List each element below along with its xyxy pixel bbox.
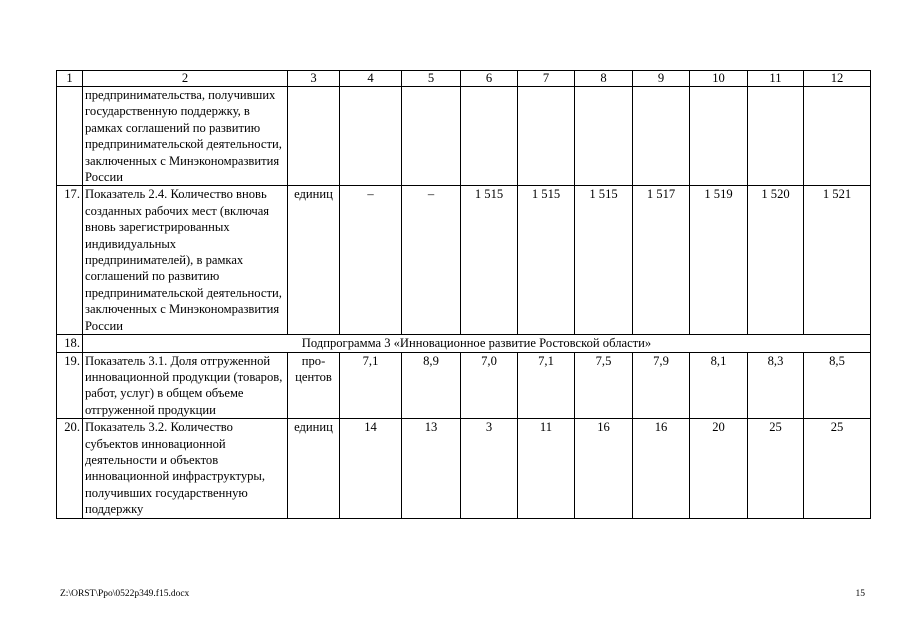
indicators-table — [56, 70, 871, 519]
col-header: 9 — [633, 71, 690, 87]
col-header: 6 — [461, 71, 518, 87]
value-cell — [633, 87, 690, 186]
unit-part: центов — [295, 369, 332, 384]
value-cell: 8,1 — [690, 352, 748, 419]
col-header: 4 — [340, 71, 402, 87]
unit-cell: единиц — [288, 186, 340, 335]
unit-cell — [288, 87, 340, 186]
table-row — [57, 352, 871, 419]
value-cell: 7,1 — [518, 352, 575, 419]
indicator-name: Показатель 2.4. Количество вновь созданных рабочих мест (включая вновь зарегистрированных индивидуальных предпринимателей), в рамках соглашений по развитию предпринимательской деятельности, заключенных с Минэкономразвития России — [83, 186, 288, 335]
col-header: 7 — [518, 71, 575, 87]
value-cell — [690, 87, 748, 186]
value-cell: 3 — [461, 419, 518, 518]
value-cell: 7,9 — [633, 352, 690, 419]
value-cell: 7,5 — [575, 352, 633, 419]
table-row — [57, 186, 871, 335]
value-cell: 16 — [575, 419, 633, 518]
value-cell: 16 — [633, 419, 690, 518]
unit-cell — [288, 352, 340, 419]
value-cell: 8,9 — [402, 352, 461, 419]
value-cell — [748, 87, 804, 186]
row-number: 19. — [57, 352, 83, 419]
subprogram-row — [57, 335, 871, 352]
value-cell: 25 — [748, 419, 804, 518]
col-header: 2 — [83, 71, 288, 87]
value-cell — [575, 87, 633, 186]
value-cell: 1 515 — [518, 186, 575, 335]
column-number-row — [57, 71, 871, 87]
col-header: 10 — [690, 71, 748, 87]
value-cell: 7,0 — [461, 352, 518, 419]
value-cell — [340, 87, 402, 186]
col-header: 8 — [575, 71, 633, 87]
file-path: Z:\ORST\Ppo\0522p349.f15.docx — [60, 589, 190, 599]
unit-part: про- — [301, 353, 326, 368]
page-number: 15 — [855, 589, 865, 599]
value-cell — [518, 87, 575, 186]
value-cell: – — [340, 186, 402, 335]
row-number: 18. — [57, 335, 83, 352]
value-cell — [402, 87, 461, 186]
col-header: 5 — [402, 71, 461, 87]
subprogram-title: Подпрограмма 3 «Инновационное развитие Ростовской области» — [83, 335, 871, 352]
value-cell: 14 — [340, 419, 402, 518]
value-cell: 1 519 — [690, 186, 748, 335]
value-cell: 1 521 — [804, 186, 871, 335]
unit-cell: единиц — [288, 419, 340, 518]
indicator-name: Показатель 3.1. Доля отгруженной инновационной продукции (товаров, работ, услуг) в общем объеме отгруженной продукции — [83, 352, 288, 419]
value-cell: 8,3 — [748, 352, 804, 419]
row-number: 20. — [57, 419, 83, 518]
indicator-name: предпринимательства, получивших государственную поддержку, в рамках соглашений по развитию предпринимательской деятельности, заключенных с Минэкономразвития России — [83, 87, 288, 186]
value-cell: 11 — [518, 419, 575, 518]
value-cell — [804, 87, 871, 186]
value-cell: 13 — [402, 419, 461, 518]
value-cell: 1 517 — [633, 186, 690, 335]
value-cell — [461, 87, 518, 186]
value-cell: 1 520 — [748, 186, 804, 335]
col-header: 3 — [288, 71, 340, 87]
value-cell: 25 — [804, 419, 871, 518]
row-number: 17. — [57, 186, 83, 335]
col-header: 1 — [57, 71, 83, 87]
table-row — [57, 419, 871, 518]
col-header: 11 — [748, 71, 804, 87]
col-header: 12 — [804, 71, 871, 87]
value-cell: 7,1 — [340, 352, 402, 419]
indicator-name: Показатель 3.2. Количество субъектов инновационной деятельности и объектов инновационной инфраструктуры, получивших государственную поддержку — [83, 419, 288, 518]
value-cell: 8,5 — [804, 352, 871, 419]
table-row — [57, 87, 871, 186]
value-cell: 20 — [690, 419, 748, 518]
value-cell: 1 515 — [461, 186, 518, 335]
value-cell: 1 515 — [575, 186, 633, 335]
value-cell: – — [402, 186, 461, 335]
row-number — [57, 87, 83, 186]
